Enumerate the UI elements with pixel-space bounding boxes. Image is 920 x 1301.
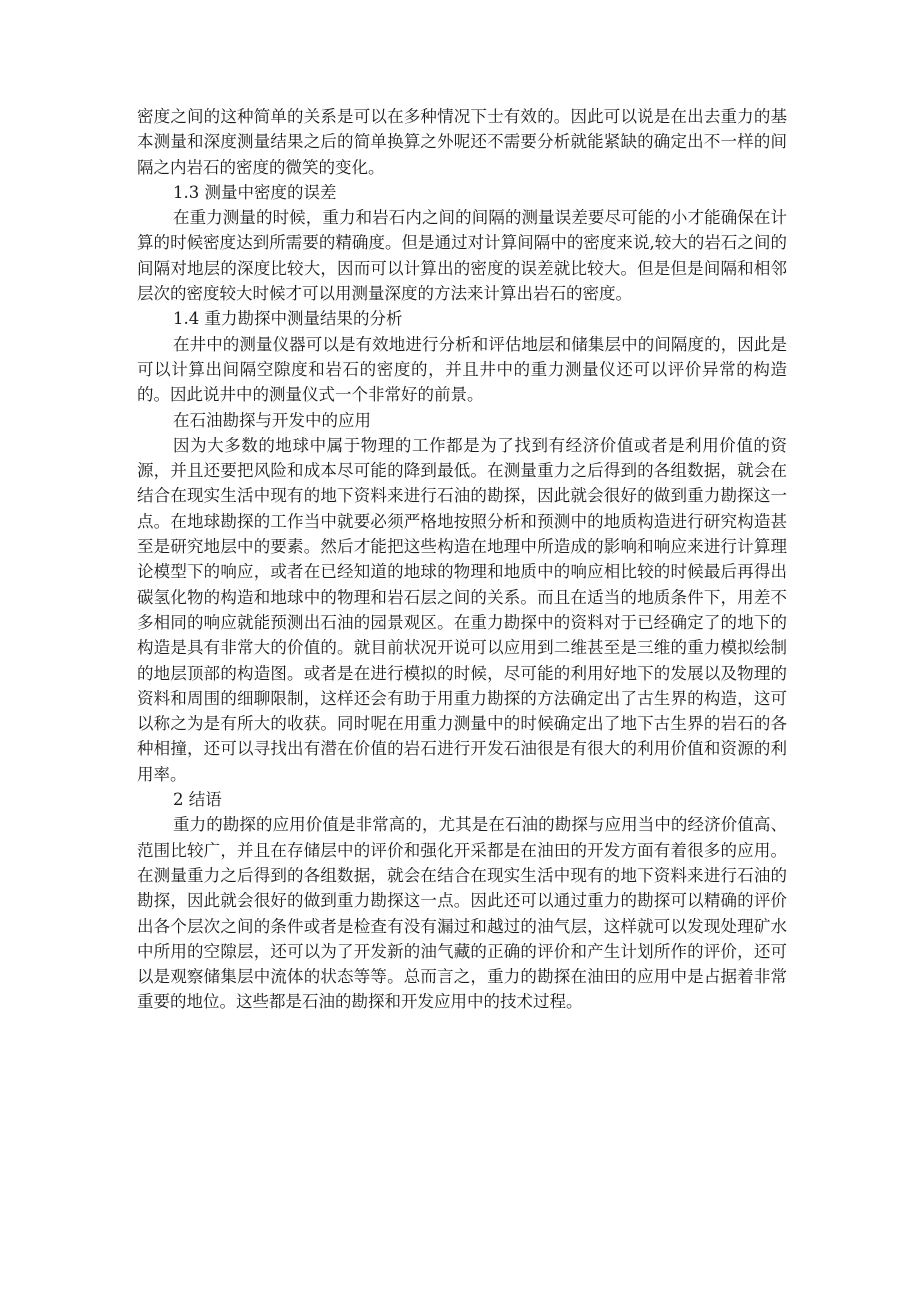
section-heading-1-4: 1.4 重力勘探中测量结果的分析 [173, 309, 403, 329]
paragraph-application: 因为大多数的地球中属于物理的工作都是为了找到有经济价值或者是利用价值的资源，并且还要把风险和成本尽可能的降到最低。在测量重力之后得到的各组数据，就会在结合在现实生活中现有的地下资料来进行石油的勘探，因此就会很好的做到重力勘探这一点。在地球勘探的工作当中就要必须严格地按照分析和预测中的地质构造进行研究构造甚至是研究地层中的要素。然后才能把这些构造在地理中所造成的影响和响应来进行计算理论模型下的响应，或者在已经知道的地球的物理和地质中的响应相比较的时候最后再得出碳氢化物的构造和地球中的物理和岩石层之间的关系。而且在适当的地质条件下，用差不多相同的响应就能预测出石油的园景观区。在重力勘探中的资料对于已经确定了的地下的构造是具有非常大的价值的。就目前状况开说可以应用到二维甚至是三维的重力模拟绘制的地层顶部的构造图。或者是在进行模拟的时候，尽可能的利用好地下的发展以及物理的资料和周围的细聊限制，这样还会有助于用重力勘探的方法确定出了古生界的构造，这可以称之为是有所大的收获。同时呢在用重力测量中的时候确定出了地下古生界的岩石的各种相撞，还可以寻找出有潜在价值的岩石进行开发石油很是有很大的利用价值和资源的利用率。 [137, 435, 787, 784]
section-heading-conclusion: 2 结语 [173, 790, 222, 810]
section-heading-application: 在石油勘探与开发中的应用 [173, 410, 371, 430]
paragraph-conclusion: 重力的勘探的应用价值是非常高的，尤其是在石油的勘探与应用当中的经济价值高、范围比较广，并且在存储层中的评价和强化开采都是在油田的开发方面有着很多的应用。在测量重力之后得到的各组数据，就会在结合在现实生活中现有的地下资料来进行石油的勘探，因此就会很好的做到重力勘探这一点。因此还可以通过重力的勘探可以精确的评价出各个层次之间的条件或者是检查有没有漏过和越过的油气层，这样就可以发现处理矿水中所用的空隙层，还可以为了开发新的油气藏的正确的评价和产生计划所作的评价，还可以是观察储集层中流体的状态等等。总而言之，重力的勘探在油田的应用中是占据着非常重要的地位。这些都是石油的勘探和开发应用中的技术过程。 [137, 815, 787, 1012]
paragraph-density-relation: 密度之间的这种简单的关系是可以在多种情况下士有效的。因此可以说是在出去重力的基本测量和深度测量结果之后的简单换算之外呢还不需要分析就能紧缺的确定出不一样的间隔之内岩石的密度的微笑的变化。 [137, 107, 787, 177]
section-heading-1-3: 1.3 测量中密度的误差 [173, 182, 337, 202]
paragraph-measurement-analysis: 在井中的测量仪器可以是有效地进行分析和评估地层和储集层中的间隔度的，因此是可以计算出间隔空隙度和岩石的密度的，并且井中的重力测量仪还可以评价异常的构造的。因此说井中的测量仪式一个非常好的前景。 [137, 334, 787, 405]
document-body [137, 104, 787, 1015]
paragraph-density-error: 在重力测量的时候，重力和岩石内之间的间隔的测量误差要尽可能的小才能确保在计算的时候密度达到所需要的精确度。但是通过对计算间隔中的密度来说,较大的岩石之间的间隔对地层的深度比较大，因而可以计算出的密度的误差就比较大。但是但是间隔和相邻层次的密度较大时候才可以用测量深度的方法来计算出岩石的密度。 [137, 208, 787, 304]
